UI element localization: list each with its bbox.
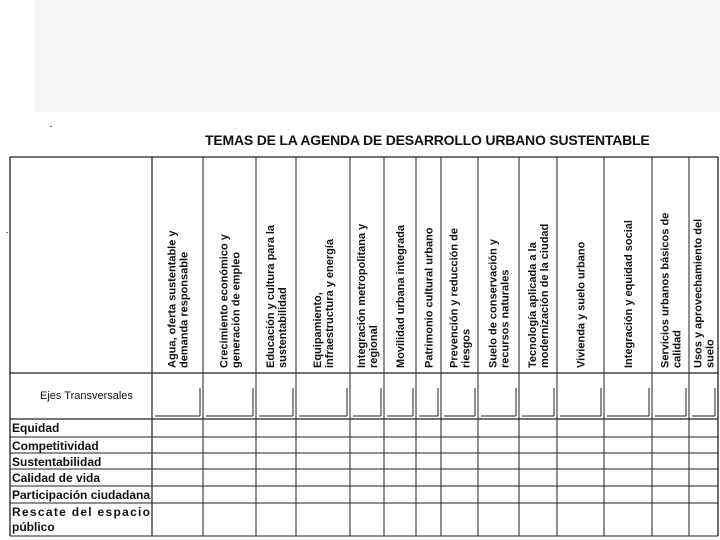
theme-header: modernización de la ciudad [539,223,551,368]
theme-header: Tecnología aplicada a la [527,242,539,368]
theme-header: Usos y aprovechamiento del [692,218,705,368]
theme-header: Integración y equidad social [623,220,635,368]
theme-header: Equipamiento, [312,292,324,368]
theme-header: recursos naturales [499,269,512,368]
theme-header: Educación y cultura para la [265,224,277,368]
ejes-transversales-label: Ejes Transversales [40,390,133,402]
theme-header: Vivienda y suelo urbano [575,241,588,368]
axis-row-label: público [12,520,55,534]
table-title: TEMAS DE LA AGENDA DE DESARROLLO URBANO SUSTENTABLE [205,132,650,148]
theme-header: infraestructura y energía [324,239,336,368]
theme-header: Suelo de conservación y [487,239,500,368]
theme-header: generación de empleo [230,251,243,368]
axis-row-label: Sustentabilidad [12,455,102,469]
axis-row-label: Rescate del espacio [12,505,150,519]
theme-header: calidad [671,330,684,368]
theme-header: Movilidad urbana integrada [395,224,407,368]
axis-row-label: Calidad de vida [12,471,101,485]
theme-header: Prevención y reducción de [448,228,461,368]
theme-header: riesgos [460,328,473,368]
theme-header: Servicios urbanos básicos de [659,212,672,368]
axis-row-label: Participación ciudadana [12,488,151,502]
theme-header: Crecimiento económico y [218,234,231,368]
theme-header: demanda responsable [178,251,191,368]
theme-header: regional [368,325,380,368]
theme-header: Patrimonio cultural urbano [423,227,436,368]
theme-header: Integración metropolitana y [356,223,368,368]
theme-header: sustentabilidad [277,287,289,368]
theme-header: Agua, oferta sustentable y [166,230,179,368]
theme-header: suelo [704,339,717,368]
axis-row-label: Competitividad [12,439,99,453]
axis-row-label: Equidad [12,421,60,435]
